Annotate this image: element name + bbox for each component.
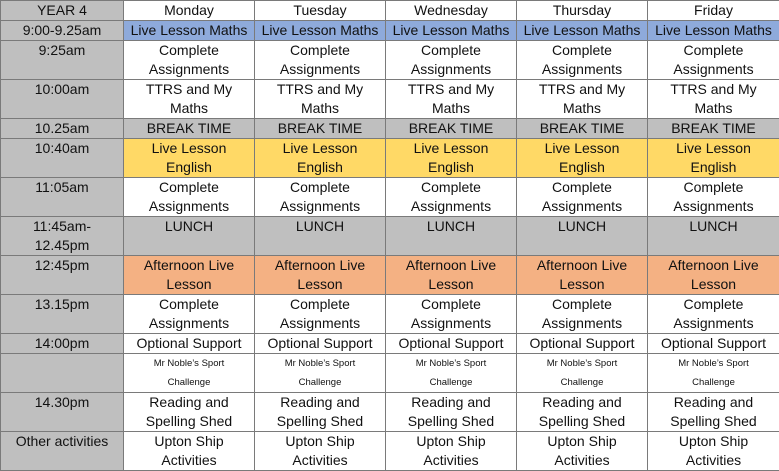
activity-cell: Optional Support [386,334,517,354]
line-1: Complete [388,41,514,60]
line-2: Lesson [650,275,777,294]
day-header-thursday: Thursday [517,1,648,21]
line-2: Challenge [257,373,383,392]
activity-cell: Optional Support [255,334,386,354]
activity-cell [124,393,255,432]
line-2: Spelling Shed [257,412,383,431]
line-1: Complete [126,41,252,60]
activity-cell [124,354,255,393]
line-1: Afternoon Live [257,256,383,275]
line-1: TTRS and My [388,80,514,99]
line-2: Assignments [388,197,514,216]
activity-cell: Optional Support [124,334,255,354]
line-1: Live Lesson [388,139,514,158]
line-1: Mr Noble’s Sport [650,354,777,373]
line-1: TTRS and My [257,80,383,99]
line-2: Maths [126,99,252,118]
line-2: Activities [650,451,777,470]
line-2: Assignments [126,60,252,79]
activity-cell [386,178,517,217]
row-reading [1,393,779,432]
afternoon-cell [648,256,779,295]
line-2: Activities [519,451,645,470]
line-2: Lesson [388,275,514,294]
time-cell [1,217,124,256]
row-ttrs [1,80,779,119]
line-2: Maths [519,99,645,118]
lunch-cell: LUNCH [255,217,386,256]
year-label: YEAR 4 [1,1,124,21]
break-cell: BREAK TIME [517,119,648,139]
line-2: Lesson [126,275,252,294]
line-1: Afternoon Live [650,256,777,275]
time-cell: 11:05am [1,178,124,217]
row-assignments-3 [1,295,779,334]
line-1: Upton Ship [257,432,383,451]
line-1: Upton Ship [126,432,252,451]
line-1: Complete [519,178,645,197]
row-break [1,119,779,139]
maths-cell: Live Lesson Maths [255,21,386,41]
english-cell [517,139,648,178]
line-2: Assignments [519,60,645,79]
row-live-maths [1,21,779,41]
activity-cell [517,41,648,80]
maths-cell: Live Lesson Maths [648,21,779,41]
line-1: Complete [388,295,514,314]
row-lunch [1,217,779,256]
row-sport-challenge [1,354,779,393]
activity-cell [648,432,779,471]
row-assignments-2 [1,178,779,217]
line-1: Reading and [650,393,777,412]
line-1: 11:45am- [3,217,121,236]
lunch-cell: LUNCH [648,217,779,256]
activity-cell [386,80,517,119]
line-2: Assignments [257,314,383,333]
day-header-wednesday: Wednesday [386,1,517,21]
line-2: English [388,158,514,177]
activity-cell: Optional Support [517,334,648,354]
break-cell: BREAK TIME [124,119,255,139]
activity-cell [648,393,779,432]
time-cell: 13.15pm [1,295,124,334]
time-cell: Other activities [1,432,124,471]
line-2: Challenge [519,373,645,392]
activity-cell [517,432,648,471]
activity-cell [255,178,386,217]
line-2: English [650,158,777,177]
line-1: Live Lesson [126,139,252,158]
activity-cell [124,80,255,119]
line-2: Spelling Shed [650,412,777,431]
activity-cell [255,295,386,334]
line-2: Challenge [126,373,252,392]
day-header-friday: Friday [648,1,779,21]
row-other-activities [1,432,779,471]
line-2: Assignments [126,314,252,333]
row-live-english [1,139,779,178]
time-cell: 14.30pm [1,393,124,432]
lunch-cell: LUNCH [124,217,255,256]
line-1: Live Lesson [257,139,383,158]
line-2: Assignments [650,314,777,333]
line-1: Complete [519,295,645,314]
maths-cell: Live Lesson Maths [517,21,648,41]
time-cell-empty [1,354,124,393]
line-2: Assignments [519,197,645,216]
line-1: Complete [257,41,383,60]
english-cell [386,139,517,178]
time-cell: 10:40am [1,139,124,178]
line-2: English [126,158,252,177]
activity-cell [124,295,255,334]
day-header-monday: Monday [124,1,255,21]
line-1: Reading and [126,393,252,412]
line-1: Complete [650,178,777,197]
activity-cell [517,354,648,393]
line-1: Mr Noble’s Sport [257,354,383,373]
line-2: Assignments [257,197,383,216]
activity-cell [517,393,648,432]
line-2: Lesson [519,275,645,294]
line-1: Mr Noble’s Sport [388,354,514,373]
activity-cell [386,393,517,432]
line-1: Complete [650,41,777,60]
line-1: Reading and [388,393,514,412]
activity-cell [517,178,648,217]
activity-cell [517,295,648,334]
afternoon-cell [255,256,386,295]
time-cell: 12:45pm [1,256,124,295]
line-2: Challenge [650,373,777,392]
activity-cell [124,432,255,471]
time-cell: 9:25am [1,41,124,80]
maths-cell: Live Lesson Maths [124,21,255,41]
line-1: Upton Ship [519,432,645,451]
row-afternoon-live [1,256,779,295]
line-1: Complete [388,178,514,197]
activity-cell [386,354,517,393]
line-2: Spelling Shed [519,412,645,431]
line-2: Activities [126,451,252,470]
activity-cell [648,178,779,217]
activity-cell [386,295,517,334]
row-assignments-1 [1,41,779,80]
activity-cell [255,41,386,80]
afternoon-cell [517,256,648,295]
line-2: Challenge [388,373,514,392]
break-cell: BREAK TIME [255,119,386,139]
time-cell: 10:00am [1,80,124,119]
line-1: Live Lesson [519,139,645,158]
line-2: Assignments [650,60,777,79]
line-2: 12.45pm [3,236,121,255]
afternoon-cell [124,256,255,295]
line-2: Assignments [388,314,514,333]
activity-cell [648,295,779,334]
line-1: Afternoon Live [519,256,645,275]
lunch-cell: LUNCH [517,217,648,256]
maths-cell: Live Lesson Maths [386,21,517,41]
activity-cell: Optional Support [648,334,779,354]
line-1: TTRS and My [650,80,777,99]
time-cell: 9:00-9.25am [1,21,124,41]
line-2: Activities [257,451,383,470]
activity-cell [517,80,648,119]
line-2: Assignments [388,60,514,79]
line-1: Reading and [519,393,645,412]
line-1: Complete [257,178,383,197]
activity-cell [648,354,779,393]
english-cell [124,139,255,178]
line-1: Mr Noble’s Sport [519,354,645,373]
line-2: Maths [257,99,383,118]
line-1: Reading and [257,393,383,412]
line-2: Assignments [519,314,645,333]
afternoon-cell [386,256,517,295]
line-1: Afternoon Live [126,256,252,275]
line-2: Maths [650,99,777,118]
row-optional-support [1,334,779,354]
activity-cell [255,80,386,119]
line-2: English [257,158,383,177]
activity-cell [648,41,779,80]
line-2: Activities [388,451,514,470]
line-1: Upton Ship [388,432,514,451]
line-1: Upton Ship [650,432,777,451]
line-2: Assignments [126,197,252,216]
time-cell: 10.25am [1,119,124,139]
lunch-cell: LUNCH [386,217,517,256]
activity-cell [648,80,779,119]
line-1: Complete [519,41,645,60]
line-2: Assignments [650,197,777,216]
line-2: Maths [388,99,514,118]
line-2: Spelling Shed [126,412,252,431]
time-cell: 14:00pm [1,334,124,354]
line-1: Mr Noble’s Sport [126,354,252,373]
english-cell [255,139,386,178]
day-header-tuesday: Tuesday [255,1,386,21]
line-1: Complete [126,178,252,197]
line-1: Afternoon Live [388,256,514,275]
activity-cell [255,393,386,432]
line-1: Complete [650,295,777,314]
line-1: TTRS and My [519,80,645,99]
header-row [1,1,779,21]
line-2: Spelling Shed [388,412,514,431]
break-cell: BREAK TIME [386,119,517,139]
activity-cell [386,432,517,471]
activity-cell [124,41,255,80]
activity-cell [386,41,517,80]
line-1: Complete [126,295,252,314]
line-2: English [519,158,645,177]
line-2: Lesson [257,275,383,294]
line-1: TTRS and My [126,80,252,99]
activity-cell [255,432,386,471]
english-cell [648,139,779,178]
activity-cell [255,354,386,393]
break-cell: BREAK TIME [648,119,779,139]
activity-cell [124,178,255,217]
line-1: Live Lesson [650,139,777,158]
line-2: Assignments [257,60,383,79]
line-1: Complete [257,295,383,314]
